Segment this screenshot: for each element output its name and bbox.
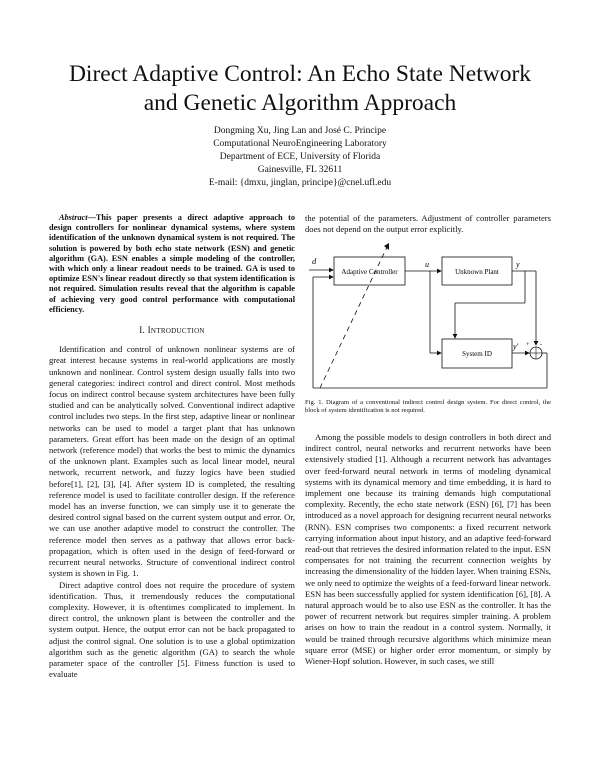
signal-d-label: d [312,256,317,266]
left-column [49,213,295,680]
abstract [49,213,295,315]
paragraph: Identification and control of unknown nonlinear systems are of great interest because systems in real-world applications are mostly unknown and nonlinear. Control system design usually falls into two general categories: indirect control and direct control. Most methods focus on indirect control because system architectures have been fully studied and can be analytically solved. Conventional indirect adaptive control includes two steps. In the first step, adaptive linear or nonlinear networks can be used to model a target plant that has unknown parameters. Great effort has been made on the design of an optimal network (reference model) that works the best to mimic the dynamics of the unknown plant. Examples such as local linear model, neural network, recurrent network, and fuzzy logics have been studied before[1], [2], [3], [4]. After system ID is completed, the resulting reference model is used to facilitate controller design. If the reference model has an inverse function, we can simply use it to generate the desired control signal based on the current system output and error. Or, we can use another adaptive model to construct the controller. The reference model then serves as a pathway that allows error back-propagation, which is often used in the design of feed-forward or recurrent neural networks. Structure of conventional indirect control system is shown in Fig. 1. [49,344,295,579]
sysid-label: System ID [462,350,492,358]
figure-1-caption: Fig. 1. Diagram of a conventional indirect control design system. For direct control, the block of system identification is not required. [305,399,551,415]
sum-minus-sign: - [540,341,543,348]
signal-y-label: y [516,260,520,269]
plant-label: Unknown Plant [455,268,499,276]
paper-title [0,60,600,118]
paragraph-continued: the potential of the parameters. Adjustment of controller parameters does not depend on the output error explicitly. [305,213,551,235]
author-lab: Computational NeuroEngineering Laboratory [213,139,387,149]
author-email: E-mail: {dmxu, jinglan, principe}@cnel.ufl.edu [208,178,392,188]
author-city: Gainesville, FL 32611 [257,165,343,175]
sum-plus-sign: + [526,341,530,348]
author-dept: Department of ECE, University of Florida [219,152,381,162]
figure-1-diagram [305,243,551,395]
signal-u-label: u [425,260,429,269]
right-column-body [305,432,551,667]
right-column-top [305,213,551,235]
author-block [0,125,600,190]
abstract-label: Abstract [59,213,88,222]
paragraph: Among the possible models to design controllers in both direct and indirect control, neural networks and recurrent networks have been extensively studied [1]. Although a recurrent network has advantages over feed-forward neural network in terms of modeling dynamical systems with its dynamical memory and time embedding, it is hard to implement one because its training demands high computational complexity. Recently, the echo state network (ESN) [6], [7] has been introduced as a novel approach for designing recurrent neural networks (RNN). ESN comprises two components: a fixed recurrent network carrying information about input history, and an adaptive feed-forward read-out that retrieves the desired information related to the input. ESN compensates for not training the recurrent connection weights by increasing the dimensionality of the hidden layer. When training ESNs, we only need to optimize the weights of a feed-forward linear network. ESN has been successfully applied for system identification [6], [8]. A natural approach would be to also use ESN as the controller. It has the power of recurrent network but requires simpler training. A problem arises on how to train the readout in a control system. Normally, it would be trained through recursive algorithms which minimize mean square error (MSE) or higher order error momentum, or simply by Wiener-Hopf solution. However, in such cases, we still [305,432,551,667]
controller-label: Adaptive Controller [341,268,398,276]
signal-yprime-label: y' [513,342,519,351]
dashed-adaptation-line [320,245,388,388]
author-names: Dongming Xu, Jing Lan and José C. Principe [213,126,387,136]
section-heading-introduction: I. INTRODUCTION [139,325,205,336]
title-line-2: and Genetic Algorithm Approach [143,90,457,116]
paragraph: Direct adaptive control does not require the procedure of system identification. Thus, it tremendously reduces the computational complexity. However, it is oftentimes complicated to implement. In direct control, the unknown plant is between the controller and the system output. Hence, the output error can not be back propagated to adjust the control signal. One solution is to use a global optimization algorithm such as the genetic algorithm (GA) to search the whole parameter space of the controller [5]. Fitness function is used to evaluate [49,579,295,680]
title-line-1: Direct Adaptive Control: An Echo State Network [68,61,532,87]
abstract-text: —This paper presents a direct adaptive approach to design controllers for nonlinear dynamical systems, where system identification of the unknown dynamical system is not required. The solution is powered by both echo state network (ESN) and genetic algorithm (GA). ESN enables a simple modeling of the controller, with which only a linear readout needs to be trained. GA is used to optimize ESN's linear readout directly so that system identification is not required. Simulation results reveal that the algorithm is capable of achieving very good control performance with computational efficiency. [49,213,295,314]
